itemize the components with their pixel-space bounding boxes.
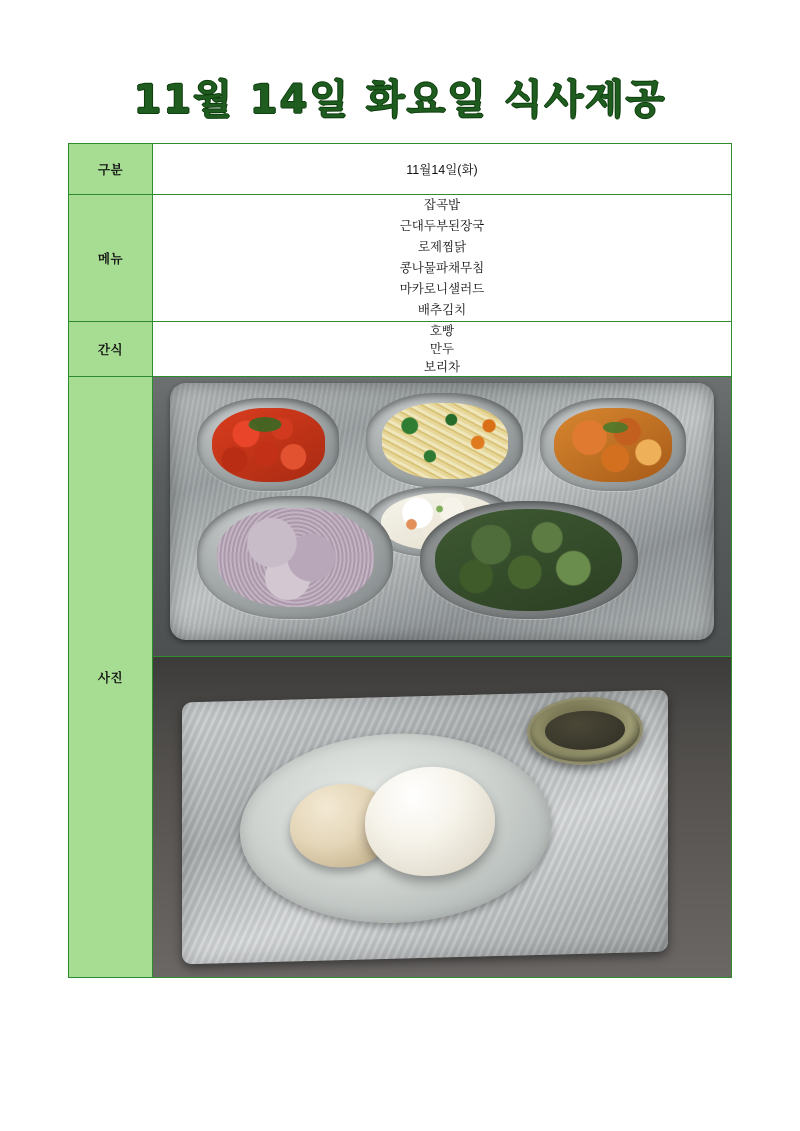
- row-label-snack: 간식: [69, 322, 153, 377]
- table-row-snack: [69, 322, 732, 377]
- tray-well-rice: [197, 496, 393, 619]
- snack-tray: [182, 689, 668, 964]
- snack-item: 보리차: [423, 360, 461, 375]
- row-label-photo: 사진: [69, 377, 153, 978]
- cell-date-value: 11월14일(화): [153, 144, 732, 195]
- menu-item: 로제찜닭: [417, 240, 467, 254]
- table-row-menu: [69, 195, 732, 322]
- menu-list: [153, 195, 731, 321]
- food-doenjang-soup: [435, 509, 622, 611]
- tray-well-soup: [420, 501, 637, 619]
- row-label-division: 구분: [69, 144, 153, 195]
- meal-tray-scene: [153, 377, 731, 656]
- menu-item: 마카로니샐러드: [399, 282, 485, 296]
- food-multigrain-rice: [217, 508, 373, 607]
- food-kimchi: [212, 408, 325, 482]
- meal-tray-photo: [153, 377, 731, 656]
- meal-info-table: [68, 143, 732, 978]
- food-beansprout-salad: [382, 403, 508, 479]
- tray-well-rose-chicken: [540, 398, 687, 490]
- table-row-photo: [69, 377, 732, 978]
- food-rose-braised-chicken: [554, 408, 671, 482]
- menu-item: 콩나물파채무침: [399, 261, 485, 275]
- table-row-date: [69, 144, 732, 195]
- menu-item: 근대두부된장국: [399, 219, 485, 233]
- snack-scene: [153, 657, 731, 977]
- snack-item: 만두: [429, 342, 455, 357]
- snack-list: [153, 322, 731, 376]
- tray-well-beansprout: [366, 393, 524, 488]
- food-tray: [170, 383, 713, 640]
- menu-item: 잡곡밥: [423, 198, 461, 212]
- cell-menu-items: [153, 195, 732, 322]
- cell-photos: [153, 377, 732, 978]
- snack-item: 호빵: [429, 324, 455, 338]
- barley-tea-bowl: [527, 695, 644, 766]
- cell-snack-items: [153, 322, 732, 377]
- row-label-menu: 메뉴: [69, 195, 153, 322]
- page-title: 11월 14일 화요일 식사제공: [133, 77, 667, 123]
- snack-plate: [240, 729, 551, 926]
- tray-well-kimchi: [197, 398, 338, 490]
- menu-item: 배추김치: [417, 303, 467, 317]
- snack-photo: [153, 657, 731, 977]
- steamed-bun-large: [364, 765, 495, 878]
